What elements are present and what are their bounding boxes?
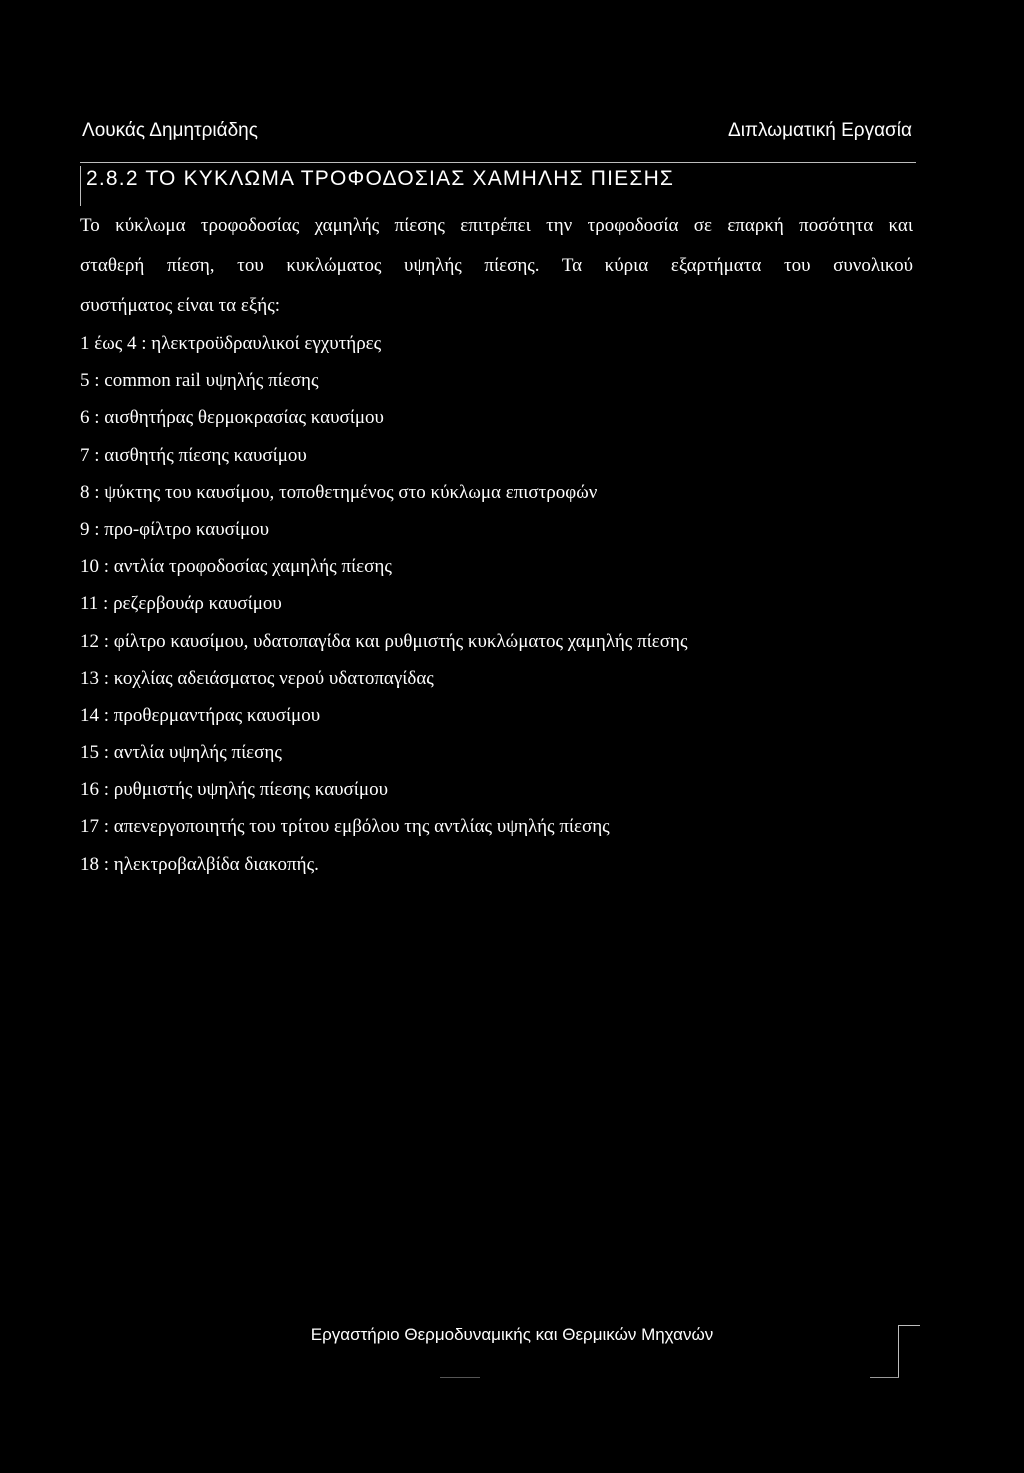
intro-line: Το κύκλωμα τροφοδοσίας χαμηλής πίεσης επιτρέπει την τροφοδοσία σε επαρκή ποσότητα και: [80, 215, 913, 236]
header-author: Λουκάς Δημητριάδης: [82, 120, 258, 141]
list-item: 16 : ρυθμιστής υψηλής πίεσης καυσίμου: [80, 779, 388, 801]
list-item: 14 : προθερμαντήρας καυσίμου: [80, 704, 321, 726]
list-item: 13 : κοχλίας αδειάσματος νερού υδατοπαγίδας: [80, 667, 434, 689]
header-doc-type: Διπλωματική Εργασία: [728, 120, 912, 141]
intro-line: συστήματος είναι τα εξής:: [80, 295, 281, 316]
section-title: 2.8.2 ΤΟ ΚΥΚΛΩΜΑ ΤΡΟΦΟΔΟΣΙΑΣ ΧΑΜΗΛΗΣ ΠΙΕΣΗΣ: [86, 167, 675, 190]
list-item: 9 : προ-φίλτρο καυσίμου: [80, 518, 270, 540]
list-item: 15 : αντλία υψηλής πίεσης: [80, 742, 282, 764]
list-item: 17 : απενεργοποιητής του τρίτου εμβόλου της αντλίας υψηλής πίεσης: [80, 816, 610, 838]
page-corner-mark: [898, 1325, 899, 1377]
list-item: 8 : ψύκτης του καυσίμου, τοποθετημένος στο κύκλωμα επιστροφών: [80, 481, 598, 503]
list-item: 6 : αισθητήρας θερμοκρασίας καυσίμου: [80, 407, 384, 429]
page-corner-mark-bottom: [870, 1377, 899, 1378]
list-item: 5 : common rail υψηλής πίεσης: [80, 370, 319, 392]
list-item: 1 έως 4 : ηλεκτροϋδραυλικοί εγχυτήρες: [80, 333, 382, 354]
footer-rule: [440, 1377, 480, 1378]
component-list: [80, 325, 687, 883]
list-item: 12 : φίλτρο καυσίμου, υδατοπαγίδα και ρυθμιστής κυκλώματος χαμηλής πίεσης: [80, 630, 688, 652]
section-mark: [80, 166, 81, 206]
header-rule: [80, 162, 916, 163]
list-item: 10 : αντλία τροφοδοσίας χαμηλής πίεσης: [80, 556, 392, 578]
page-corner-mark-top: [898, 1325, 920, 1326]
list-item: 7 : αισθητής πίεσης καυσίμου: [80, 444, 307, 466]
intro-line: σταθερή πίεση, του κυκλώματος υψηλής πίεσης. Τα κύρια εξαρτήματα του συνολικού: [80, 255, 913, 276]
list-item: 18 : ηλεκτροβαλβίδα διακοπής.: [80, 853, 319, 875]
list-item: 11 : ρεζερβουάρ καυσίμου: [80, 593, 282, 615]
footer-lab: Εργαστήριο Θερμοδυναμικής και Θερμικών Μηχανών: [310, 1325, 714, 1344]
intro-paragraph: [80, 206, 913, 326]
